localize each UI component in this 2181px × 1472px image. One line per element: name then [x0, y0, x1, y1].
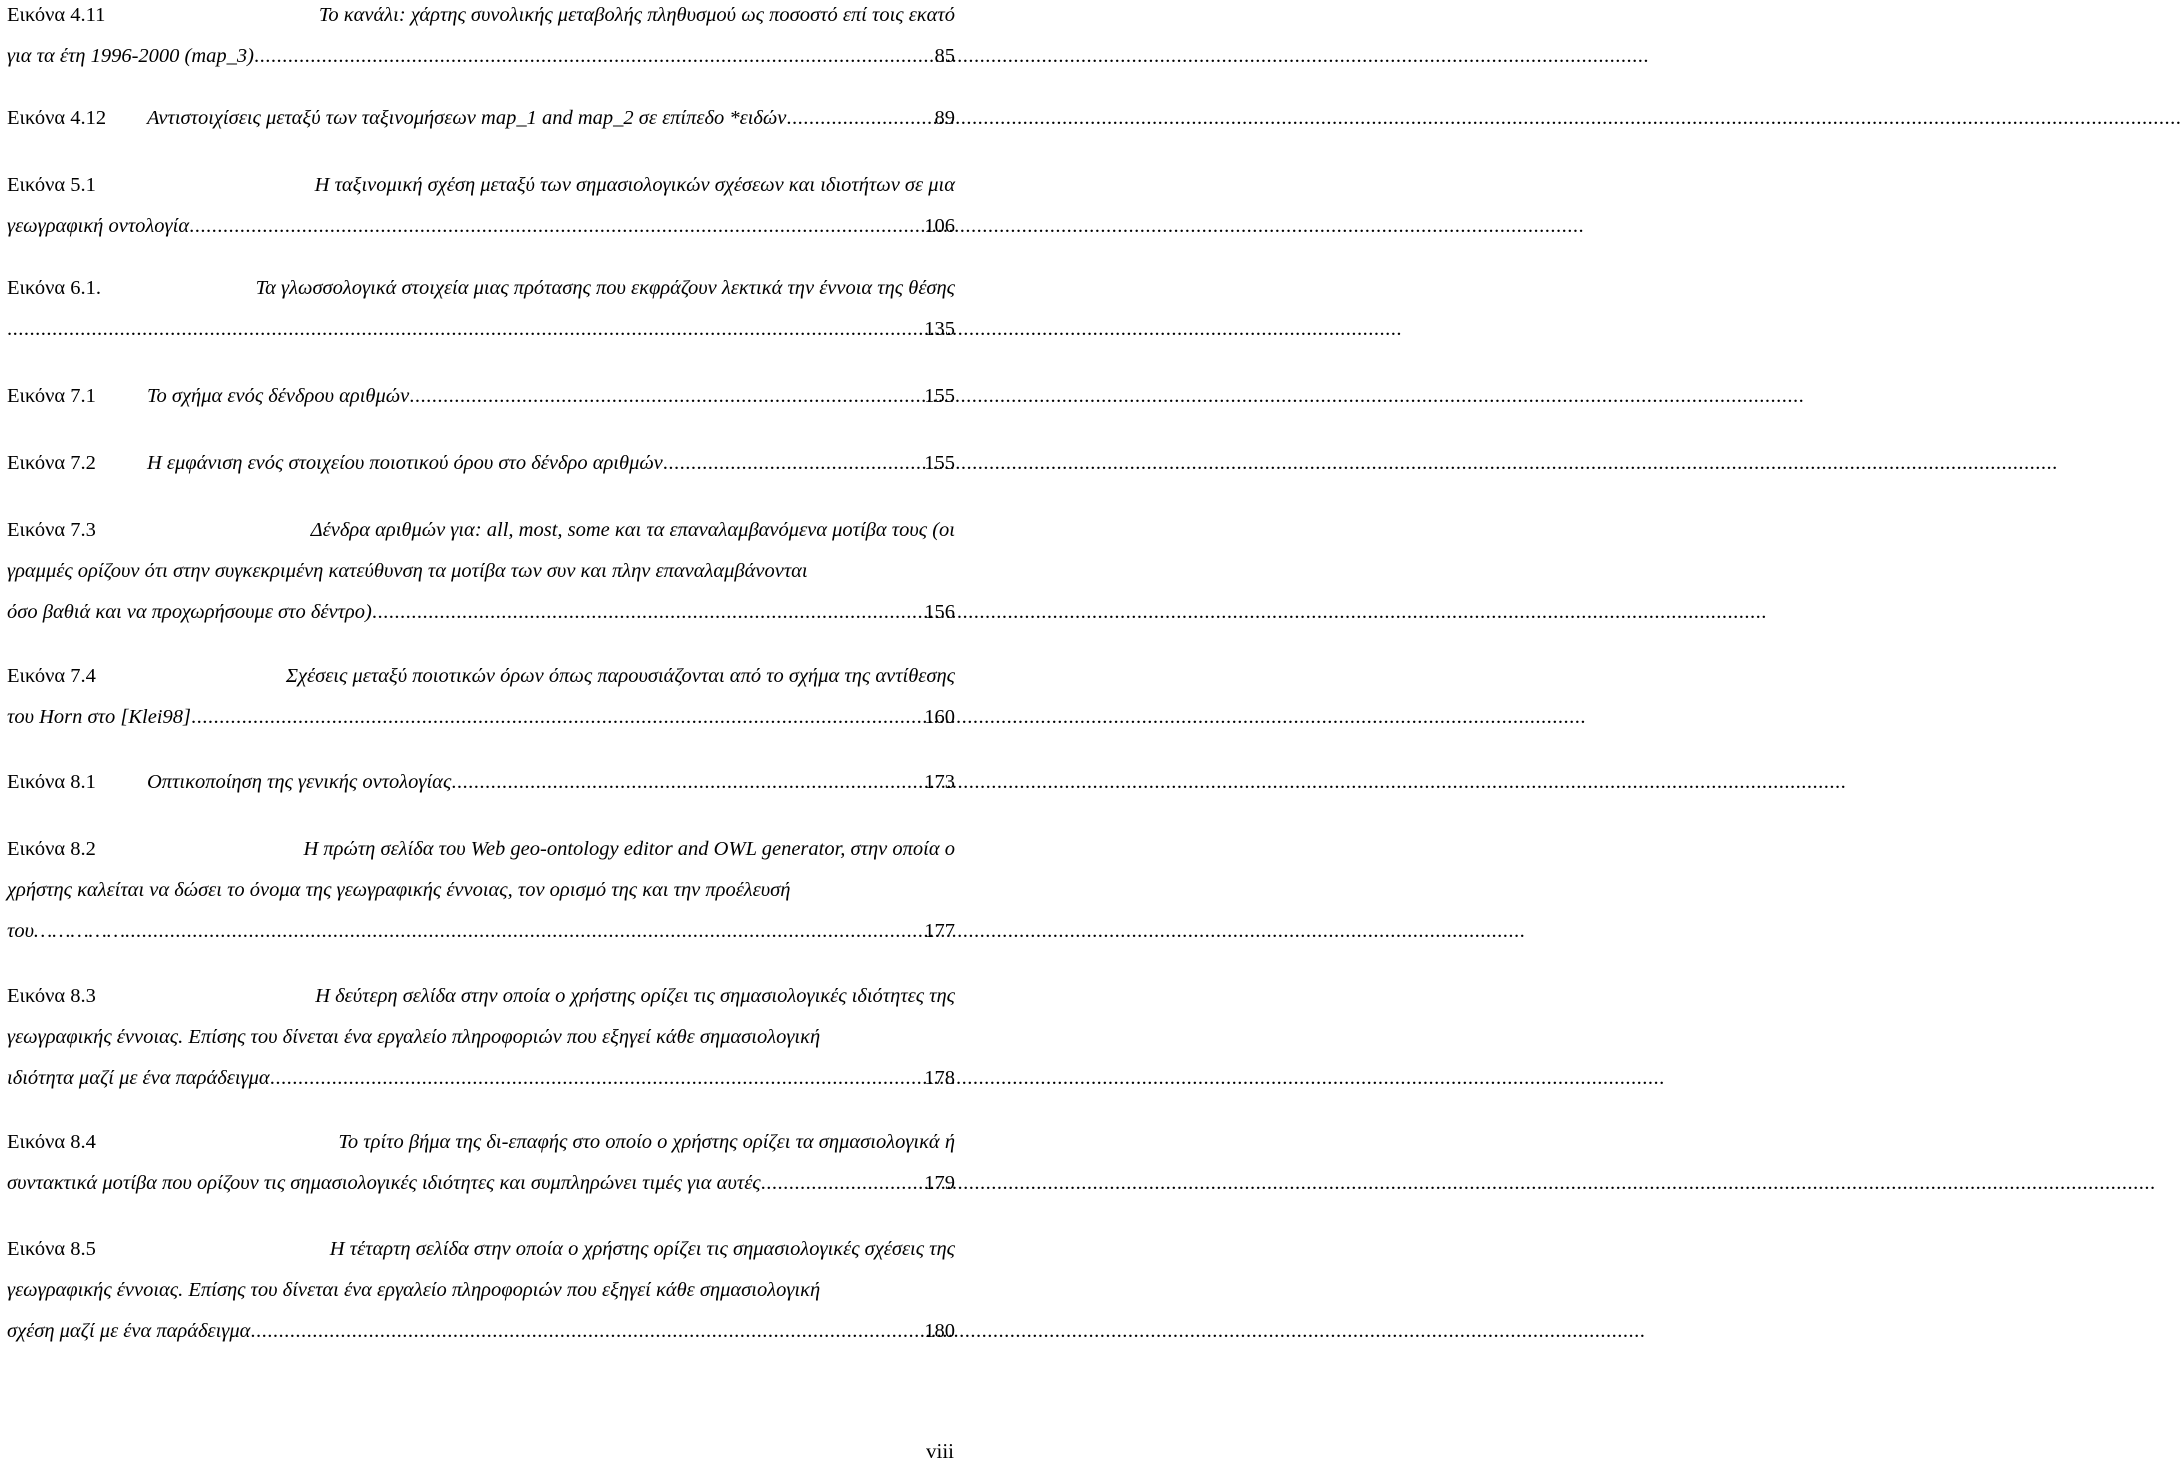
toc-entry-line [7, 663, 955, 689]
figure-caption: γραμμές ορίζουν ότι στην συγκεκριμένη κατεύθυνση τα μοτίβα των συν και πλην επαναλαμβάνονται [7, 560, 808, 582]
toc-entry-last-line [7, 316, 955, 342]
toc-entry-line [7, 517, 955, 543]
figure-label: Εικόνα 4.11 [7, 4, 106, 26]
figure-caption: Δένδρα αριθμών για: all, most, some και τα επαναλαμβανόμενα μοτίβα τους (οι [310, 519, 955, 541]
figure-caption: Τα γλωσσολογικά στοιχεία μιας πρότασης που εκφράζουν λεκτικά την έννοια της θέσης [255, 277, 955, 299]
figure-caption: Οπτικοποίηση της γενικής οντολογίας [147, 771, 452, 793]
figure-page-number: 173 [924, 771, 955, 793]
dot-leader [254, 43, 932, 69]
dot-leader [409, 383, 922, 409]
figure-caption: Η τέταρτη σελίδα στην οποία ο χρήστης ορίζει τις σημασιολογικές σχέσεις της [329, 1238, 955, 1260]
figure-label: Εικόνα 8.5 [7, 1238, 96, 1260]
dot-leader [7, 316, 922, 342]
figure-caption: γεωγραφική οντολογία [7, 215, 190, 237]
figure-page-number: 155 [924, 385, 955, 407]
dot-leader [191, 704, 922, 730]
toc-entry-line [7, 1277, 955, 1303]
dot-leader [663, 450, 922, 476]
figure-label: Εικόνα 6.1. [7, 277, 102, 299]
toc-entry-line [7, 983, 955, 1009]
toc-entry-line [7, 2, 955, 28]
figure-caption: χρήστης καλείται να δώσει το όνομα της γεωγραφικής έννοιας, τον ορισμό της και την προέλευσή [7, 879, 791, 901]
dot-leader [250, 1318, 922, 1344]
figure-caption: γεωγραφικής έννοιας. Επίσης του δίνεται ένα εργαλείο πληροφοριών που εξηγεί κάθε σημασιολογική [7, 1279, 821, 1301]
figure-page-number: 156 [924, 601, 955, 623]
figure-page-number: 85 [934, 45, 955, 67]
figure-caption: του Horn στο [Klei98] [7, 706, 191, 728]
dot-leader [372, 599, 922, 625]
figure-label: Εικόνα 5.1 [7, 174, 96, 196]
figure-caption: γεωγραφικής έννοιας. Επίσης του δίνεται ένα εργαλείο πληροφοριών που εξηγεί κάθε σημασιολογική [7, 1026, 821, 1048]
figure-caption: όσο βαθιά και να προχωρήσουμε στο δέντρο) [7, 601, 372, 623]
dot-leader [130, 918, 922, 944]
figure-label: Εικόνα 8.3 [7, 985, 96, 1007]
figure-label: Εικόνα 7.3 [7, 519, 96, 541]
toc-entry-line [7, 1024, 955, 1050]
toc-entry-line [7, 1129, 955, 1155]
toc-entry-last-line [7, 1318, 955, 1344]
toc-entry-last-line [7, 43, 955, 69]
figure-page-number: 106 [924, 215, 955, 237]
toc-entry-last-line [7, 704, 955, 730]
toc-entry-last-line [7, 1065, 955, 1091]
figure-caption: για τα έτη 1996-2000 (map_3) [7, 45, 255, 67]
dot-leader [189, 213, 922, 239]
figure-page-number: 177 [924, 920, 955, 942]
figure-page-number: 135 [924, 318, 955, 340]
figure-caption: Το τρίτο βήμα της δι-επαφής στο οποίο ο χρήστης ορίζει τα σημασιολογικά ή [338, 1131, 955, 1153]
figure-caption: Το σχήμα ενός δένδρου αριθμών [147, 385, 410, 407]
dot-leader [786, 105, 932, 131]
figure-caption: Η εμφάνιση ενός στοιχείου ποιοτικού όρου στο δένδρο αριθμών [147, 452, 663, 474]
figure-label: Εικόνα 7.4 [7, 665, 96, 687]
figure-caption: Αντιστοιχίσεις μεταξύ των ταξινομήσεων map_1 and map_2 σε επίπεδο *ειδών [147, 107, 787, 129]
dot-leader [761, 1170, 923, 1196]
figure-caption: Σχέσεις μεταξύ ποιοτικών όρων όπως παρουσιάζονται από το σχήμα της αντίθεσης [285, 665, 955, 687]
figure-page-number: 160 [924, 706, 955, 728]
figure-label: Εικόνα 4.12 [7, 107, 107, 129]
figure-caption: Η πρώτη σελίδα του Web geo-ontology editor and OWL generator, στην οποία ο [303, 838, 955, 860]
toc-entry-line [7, 1236, 955, 1262]
dot-leader [270, 1065, 923, 1091]
toc-entry-line [7, 172, 955, 198]
toc-entry-last-line [7, 450, 955, 476]
toc-entry-line [7, 275, 955, 301]
figure-label: Εικόνα 8.4 [7, 1131, 96, 1153]
figure-label: Εικόνα 8.2 [7, 838, 96, 860]
figure-page-number: 155 [924, 452, 955, 474]
figure-caption: του……………. [7, 920, 131, 942]
figure-page-number: 89 [934, 107, 955, 129]
figure-caption: σχέση μαζί με ένα παράδειγμα [7, 1320, 251, 1342]
figure-caption: Το κανάλι: χάρτης συνολικής μεταβολής πληθυσμού ως ποσοστό επί τοις εκατό [318, 4, 955, 26]
figure-caption: Η ταξινομική σχέση μεταξύ των σημασιολογικών σχέσεων και ιδιοτήτων σε μια [314, 174, 955, 196]
toc-entry-last-line [7, 1170, 955, 1196]
figure-page-number: 180 [924, 1320, 955, 1342]
toc-entry-last-line [7, 383, 955, 409]
figure-caption: Η δεύτερη σελίδα στην οποία ο χρήστης ορίζει τις σημασιολογικές ιδιότητες της [315, 985, 955, 1007]
toc-entry-last-line [7, 918, 955, 944]
figure-label: Εικόνα 7.1 [7, 385, 96, 407]
toc-entry-line [7, 836, 955, 862]
page-number: viii [925, 1439, 954, 1463]
figure-caption: ιδιότητα μαζί με ένα παράδειγμα [7, 1067, 270, 1089]
figure-label: Εικόνα 7.2 [7, 452, 96, 474]
toc-entry-last-line [7, 599, 955, 625]
figure-caption: συντακτικά μοτίβα που ορίζουν τις σημασιολογικές ιδιότητες και συμπληρώνει τιμές για αυτές [7, 1172, 761, 1194]
figure-page-number: 179 [924, 1172, 955, 1194]
figure-label: Εικόνα 8.1 [7, 771, 96, 793]
toc-entry-line [7, 877, 955, 903]
toc-entry-last-line [7, 105, 955, 131]
toc-entry-last-line [7, 769, 955, 795]
dot-leader [451, 769, 922, 795]
toc-entry-last-line [7, 213, 955, 239]
figure-page-number: 178 [924, 1067, 955, 1089]
toc-entry-line [7, 558, 955, 584]
